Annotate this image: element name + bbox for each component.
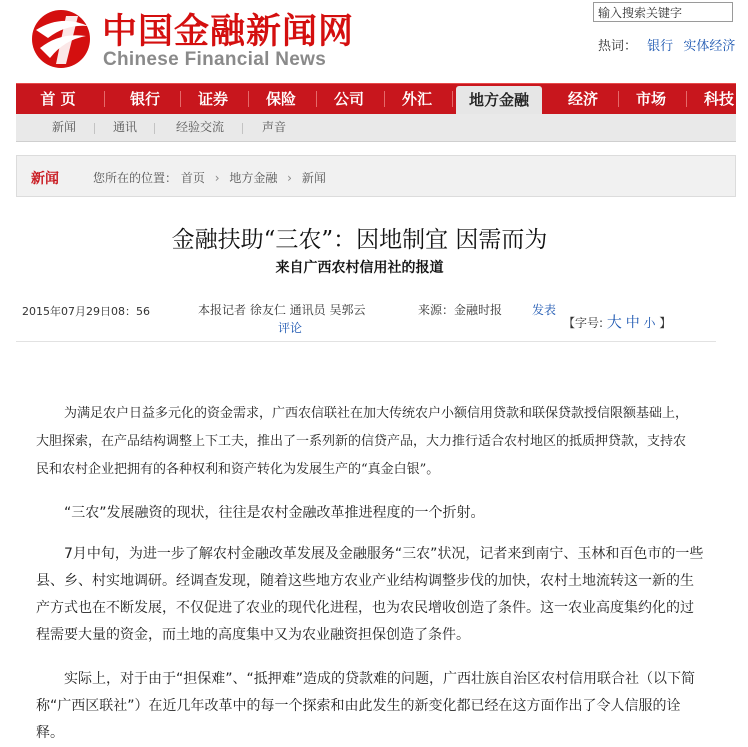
subnav-divider [154,123,155,134]
search-input[interactable] [593,2,733,22]
nav-divider [618,91,619,107]
meta-divider [16,341,716,342]
nav-securities[interactable]: 证券 [197,90,228,108]
nav-divider [686,91,687,107]
breadcrumb-bar [16,155,736,197]
subnav-experience[interactable]: 经验交流 [176,120,225,134]
chevron-right-icon: › [214,171,220,185]
nav-divider [384,91,385,107]
subnav-report[interactable]: 通讯 [113,120,138,134]
nav-divider [452,91,453,107]
nav-forex[interactable]: 外汇 [401,90,432,108]
font-size-label: 【字号: [563,316,604,330]
article-title: 金融扶助“三农”：因地制宜 因需而为 [171,227,548,253]
article-source: 来源：金融时报 [418,303,503,317]
logo-icon [26,8,96,70]
chevron-right-icon: › [287,171,292,185]
breadcrumb-local-finance[interactable]: 地方金融 [229,171,278,185]
main-nav [16,83,736,114]
nav-market[interactable]: 市场 [635,90,666,108]
hot-words [598,35,735,54]
font-size-control [563,311,671,332]
article-paragraph: 实际上，对于由于“担保难”、“抵押难”造成的贷款难的问题，广西壮族自治区农村信用联合社（以下简称“广西区联社”）在近几年改革中的每一个探索和由此发生的新变化都已经在这方面作出了令人信服的诠释。 [36,671,696,741]
breadcrumb-prefix: 您所在的位置： [93,171,178,185]
nav-insurance[interactable]: 保险 [265,90,296,108]
nav-divider [104,91,105,107]
site-logo-cn[interactable]: 中国金融新闻网 [102,12,355,52]
sub-nav [16,114,736,142]
nav-tech[interactable]: 科技 [703,90,734,108]
article-paragraph: 为满足农户日益多元化的资金需求，广西农信联社在加大传统农户小额信用贷款和联保贷款授信限额基础上，大胆探索，在产品结构调整上下工夫，推出了一系列新的信贷产品，大力推行适合农村地区的抵质押贷款，支持农民和农村企业把拥有的各种权利和资产转化为发展生产的“真金白银”。 [36,406,689,477]
font-size-close: 】 [659,316,672,330]
article-reporter: 本报记者 徐友仁 通讯员 吴郭云 [198,303,366,317]
article-paragraph: 7月中旬，为进一步了解农村金融改革发展及金融服务“三农”状况，记者来到南宁、玉林和百色市的一些县、乡、村实地调研。经调查发现，随着这些地方农业产业结构调整步伐的加快，农村土地流转这一新的生产方式也在不断发展，不仅促进了农业的现代化进程，也为农民增收创造了条件。这一农业高度集约化的过程需要大量的资金，而土地的高度集中又为农业融资担保创造了条件。 [36,546,704,643]
subnav-news[interactable]: 新闻 [52,120,77,134]
subnav-voice[interactable]: 声音 [262,120,287,134]
breadcrumb [93,169,326,186]
nav-company[interactable]: 公司 [333,90,364,108]
hot-words-label: 热词： [598,39,638,54]
hot-word-link[interactable]: 银行 [647,39,674,54]
subnav-divider [242,123,243,134]
article-subtitle: 来自广西农村信用社的报道 [275,260,444,276]
article-date: 2015年07月29日08：56 [22,305,150,318]
nav-home[interactable]: 首 页 [40,90,76,108]
hot-word-link[interactable]: 实体经济 [683,39,736,54]
breadcrumb-news[interactable]: 新闻 [301,171,326,185]
subnav-divider [94,123,95,134]
nav-divider [316,91,317,107]
nav-bank[interactable]: 银行 [129,90,160,108]
nav-divider [248,91,249,107]
nav-divider [180,91,181,107]
post-comment-link[interactable]: 发表 [532,303,557,317]
nav-economy[interactable]: 经济 [567,90,598,108]
section-label: 新闻 [31,171,59,187]
comment-link[interactable]: 评论 [278,321,303,335]
breadcrumb-home[interactable]: 首页 [180,171,205,185]
font-size-large[interactable]: 大 [606,313,622,331]
article-paragraph: “三农”发展融资的现状，往往是农村金融改革推进程度的一个折射。 [64,505,485,521]
font-size-small[interactable]: 小 [643,316,656,330]
nav-local-finance[interactable]: 地方金融 [456,86,542,115]
site-logo-en[interactable]: Chinese Financial News [103,49,327,70]
font-size-medium[interactable]: 中 [625,315,640,331]
